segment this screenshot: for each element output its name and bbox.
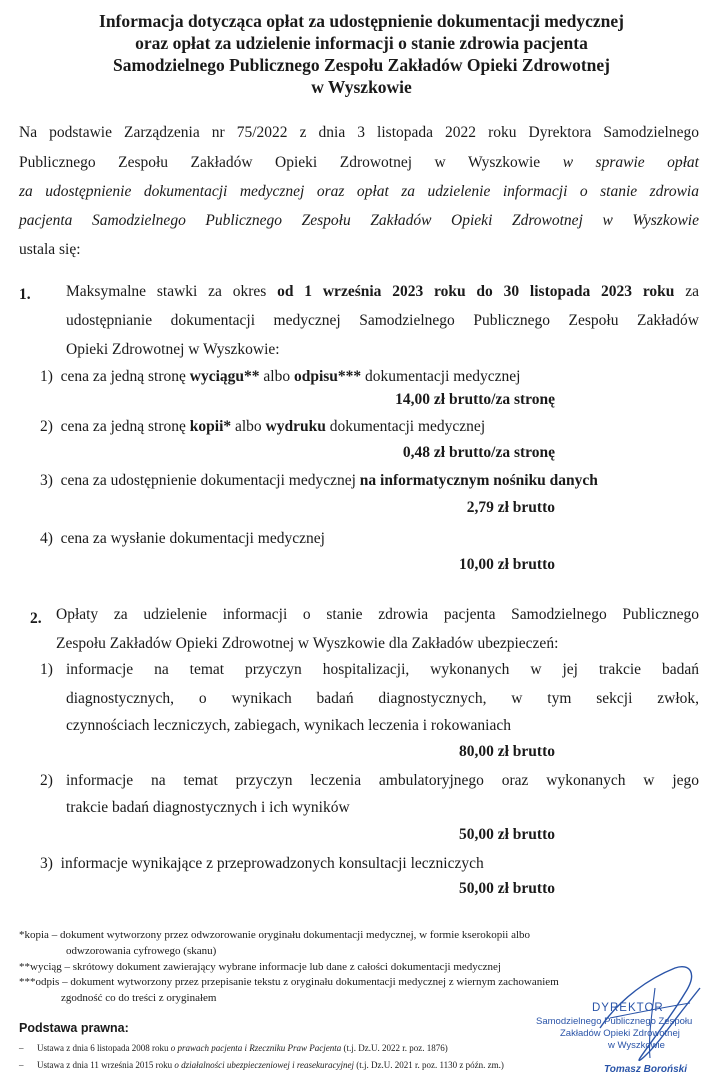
section1-line: Opieki Zdrowotnej w Wyszkowie:: [66, 341, 280, 358]
text: dokumentacji medycznej: [361, 368, 521, 385]
footnote: ***odpis – dokument wytworzony przez przepisanie tekstu z oryginału dokumentacji medycznej z wiernym zachowaniem: [19, 976, 559, 988]
text: za: [685, 283, 700, 300]
section1-line: udostępnianie dokumentacji medycznej Samodzielnego Publicznego Zespołu Zakładów: [66, 312, 699, 329]
text: (t.j. Dz.U. 2021 r. poz. 1130 z późn. zm.): [354, 1060, 504, 1070]
intro-line: Na podstawie Zarządzenia nr 75/2022 z dnia 3 listopada 2022 roku Dyrektora Samodzielnego: [19, 124, 699, 141]
title-line: oraz opłat za udzielenie informacji o stanie zdrowia pacjenta: [135, 33, 588, 53]
price: 80,00 zł brutto: [458, 743, 555, 760]
text-bold: wyciągu**: [189, 368, 260, 385]
list-item: [40, 855, 484, 873]
price: 14,00 zł brutto/za stronę: [395, 391, 555, 408]
text-italic: o działalności ubezpieczeniowej i reasekuracyjnej: [174, 1060, 355, 1070]
intro-line: pacjenta Samodzielnego Publicznego Zespołu Zakładów Opieki Zdrowotnej w Wyszkowie: [19, 212, 699, 229]
text: (t.j. Dz.U. 2022 r. poz. 1876): [341, 1043, 448, 1053]
text-bold: wydruku: [265, 418, 326, 435]
list-item-line: diagnostycznych, o wynikach badań diagnostycznych, w tym sekcji zwłok,: [66, 690, 699, 707]
price: 0,48 zł brutto/za stronę: [402, 444, 555, 461]
stamp-line: Tomasz Boroński: [604, 1064, 687, 1075]
dash: –: [19, 1060, 24, 1070]
title-line: Informacja dotycząca opłat za udostępnienie dokumentacji medycznej: [99, 11, 624, 31]
item-number: 1): [40, 661, 53, 678]
stamp-line: Samodzielnego Publicznego Zespołu: [536, 1016, 693, 1027]
legal-heading: Podstawa prawna:: [19, 1021, 129, 1035]
legal-item: [19, 1060, 504, 1070]
footnote: odwzorowania cyfrowego (skanu): [66, 945, 217, 957]
text: albo: [259, 368, 294, 385]
legal-item: [19, 1043, 448, 1053]
stamp-line: DYREKTOR: [592, 1002, 664, 1014]
item-number: 2): [40, 772, 53, 789]
intro-line: ustala się:: [19, 241, 81, 258]
section-number: 2.: [30, 610, 42, 627]
text: albo: [231, 418, 266, 435]
list-item-line: trakcie badań diagnostycznych i ich wyników: [66, 799, 350, 816]
title-line: w Wyszkowie: [311, 77, 412, 97]
item-number: 3): [40, 472, 53, 489]
text: cena za wysłanie dokumentacji medycznej: [60, 530, 325, 547]
intro-line: za udostępnienie dokumentacji medycznej oraz opłat za udzielenie informacji o stanie zdrowia: [19, 183, 699, 200]
list-item: [40, 418, 485, 436]
footnote: zgodność co do treści z oryginałem: [61, 992, 217, 1004]
section2-line: Opłaty za udzielenie informacji o stanie zdrowia pacjenta Samodzielnego Publicznego: [56, 606, 699, 623]
signature-scribble: [580, 958, 710, 1068]
intro-text: Publicznego Zespołu Zakładów Opieki Zdrowotnej w Wyszkowie: [19, 154, 541, 171]
dash: –: [19, 1043, 24, 1053]
list-item-line: czynnościach leczniczych, zabiegach, wynikach leczenia i rokowaniach: [66, 717, 511, 734]
footnote: *kopia – dokument wytworzony przez odwzorowanie oryginału dokumentacji medycznej, w formie kserokopii albo: [19, 929, 531, 941]
section2-line: Zespołu Zakładów Opieki Zdrowotnej w Wyszkowie dla Zakładów ubezpieczeń:: [56, 635, 559, 652]
item-number: 4): [40, 530, 53, 547]
price: 10,00 zł brutto: [458, 556, 555, 573]
text: Maksymalne stawki za okres: [66, 283, 267, 300]
text-bold: odpisu***: [293, 368, 362, 385]
price: 2,79 zł brutto: [466, 499, 555, 516]
item-number: 2): [40, 418, 53, 435]
date-range: od 1 września 2023 roku do 30 listopada 2023 roku: [277, 283, 675, 300]
text: cena za jedną stronę: [60, 418, 190, 435]
list-item-line: informacje na temat przyczyn hospitalizacji, wykonanych w jej trakcie badań: [66, 661, 699, 678]
stamp-line: Zakładów Opieki Zdrowotnej: [560, 1028, 680, 1039]
item-number: 3): [40, 855, 53, 872]
text: cena za udostępnienie dokumentacji medycznej: [60, 472, 360, 489]
footnote: **wyciąg – skrótowy dokument zawierający wybrane informacje lub dane z całości dokumentacji medycznej: [19, 961, 501, 973]
document-title: [0, 10, 723, 98]
title-line: Samodzielnego Publicznego Zespołu Zakładów Opieki Zdrowotnej: [112, 55, 611, 75]
list-item-line: informacje na temat przyczyn leczenia ambulatoryjnego oraz wykonanych w jego: [66, 772, 699, 789]
price: 50,00 zł brutto: [458, 880, 555, 897]
section1-line: [66, 283, 699, 301]
text: Ustawa z dnia 6 listopada 2008 roku: [37, 1043, 171, 1053]
text: Ustawa z dnia 11 września 2015 roku: [37, 1060, 175, 1070]
text: dokumentacji medycznej: [325, 418, 486, 435]
intro-text-italic: w sprawie opłat: [562, 154, 699, 171]
section-number: 1.: [19, 286, 31, 303]
text: informacje wynikające z przeprowadzonych konsultacji leczniczych: [60, 855, 484, 872]
list-item: [40, 368, 520, 386]
price: 50,00 zł brutto: [458, 826, 555, 843]
text-bold: kopii*: [189, 418, 232, 435]
list-item: [40, 472, 598, 490]
text-bold: na informatycznym nośniku danych: [359, 472, 598, 489]
stamp-line: w Wyszkowie: [608, 1040, 665, 1051]
intro-line: [19, 154, 699, 172]
list-item: [40, 530, 325, 548]
item-number: 1): [40, 368, 53, 385]
text-italic: o prawach pacjenta i Rzeczniku Praw Pacjenta: [170, 1043, 342, 1053]
text: cena za jedną stronę: [60, 368, 190, 385]
